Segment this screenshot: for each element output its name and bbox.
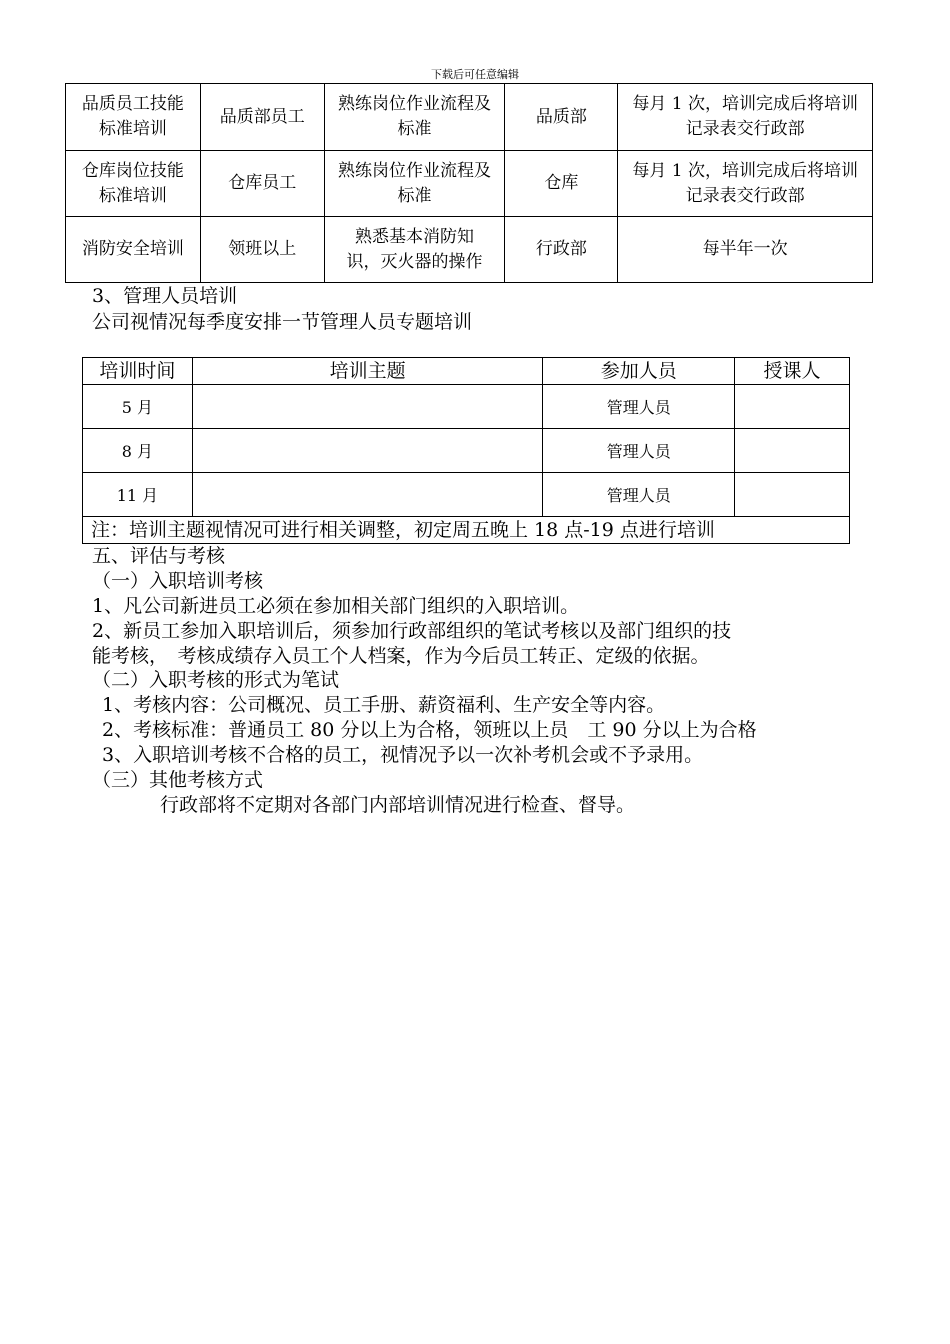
table-note-row [83,517,850,544]
table-cell: 品质部员工 [200,84,324,151]
table-cell [192,429,543,473]
table-cell: 每月 1 次，培训完成后将培训记录表交行政部 [618,84,873,151]
table-cell [192,385,543,429]
table-cell: 管理人员 [543,429,735,473]
table-note: 注：培训主题视情况可进行相关调整，初定周五晚上 18 点-19 点进行培训 [83,517,850,544]
table-cell: 领班以上 [200,217,324,283]
subsection3-heading: （三）其他考核方式 [92,769,264,791]
paragraph-2-line1: 2、新员工参加入职培训后，须参加行政部组织的笔试考核以及部门组织的技 [92,620,732,642]
item-3: 3、入职培训考核不合格的员工，视情况予以一次补考机会或不予录用。 [102,744,704,766]
section3-text: 公司视情况每季度安排一节管理人员专题培训 [92,311,473,333]
table-cell: 管理人员 [543,473,735,517]
table-row [83,429,850,473]
paragraph-2-line2: 能考核， 考核成绩存入员工个人档案，作为今后员工转正、定级的依据。 [92,645,710,667]
training-plan-table [65,83,873,283]
table-cell: 每半年一次 [618,217,873,283]
table-cell [735,385,850,429]
table-cell: 管理人员 [543,385,735,429]
item-1: 1、考核内容：公司概况、员工手册、薪资福利、生产安全等内容。 [102,694,666,716]
paragraph-3: 行政部将不定期对各部门内部培训情况进行检查、督导。 [160,794,636,816]
table-cell: 5 月 [83,385,193,429]
table-cell: 熟悉基本消防知识，灭火器的操作 [324,217,505,283]
table-row [66,217,873,283]
header-note: 下载后可任意编辑 [431,68,519,81]
table-cell: 熟练岗位作业流程及标准 [324,84,505,151]
section5-heading: 五、评估与考核 [92,545,226,567]
table-cell: 每月 1 次，培训完成后将培训记录表交行政部 [618,151,873,217]
column-header: 培训主题 [192,358,543,385]
subsection1-heading: （一）入职培训考核 [92,570,264,592]
management-training-table [82,357,850,544]
table-cell: 8 月 [83,429,193,473]
column-header: 授课人 [735,358,850,385]
column-header: 参加人员 [543,358,735,385]
section3-heading: 3、管理人员培训 [92,285,238,307]
table-cell: 品质员工技能标准培训 [66,84,201,151]
table-row [83,385,850,429]
table-cell: 行政部 [505,217,618,283]
table-cell: 品质部 [505,84,618,151]
column-header: 培训时间 [83,358,193,385]
table-cell: 11 月 [83,473,193,517]
table-cell: 仓库 [505,151,618,217]
paragraph-1: 1、凡公司新进员工必须在参加相关部门组织的入职培训。 [92,595,580,617]
table-cell [735,473,850,517]
table-cell: 仓库员工 [200,151,324,217]
table-row [83,473,850,517]
subsection2-heading: （二）入职考核的形式为笔试 [92,669,340,691]
table-cell: 消防安全培训 [66,217,201,283]
table-cell: 熟练岗位作业流程及标准 [324,151,505,217]
table-cell: 仓库岗位技能标准培训 [66,151,201,217]
table-header-row [83,358,850,385]
table-cell [192,473,543,517]
table-row [66,84,873,151]
table-row [66,151,873,217]
table-cell [735,429,850,473]
item-2: 2、考核标准：普通员工 80 分以上为合格，领班以上员 工 90 分以上为合格 [102,719,757,741]
